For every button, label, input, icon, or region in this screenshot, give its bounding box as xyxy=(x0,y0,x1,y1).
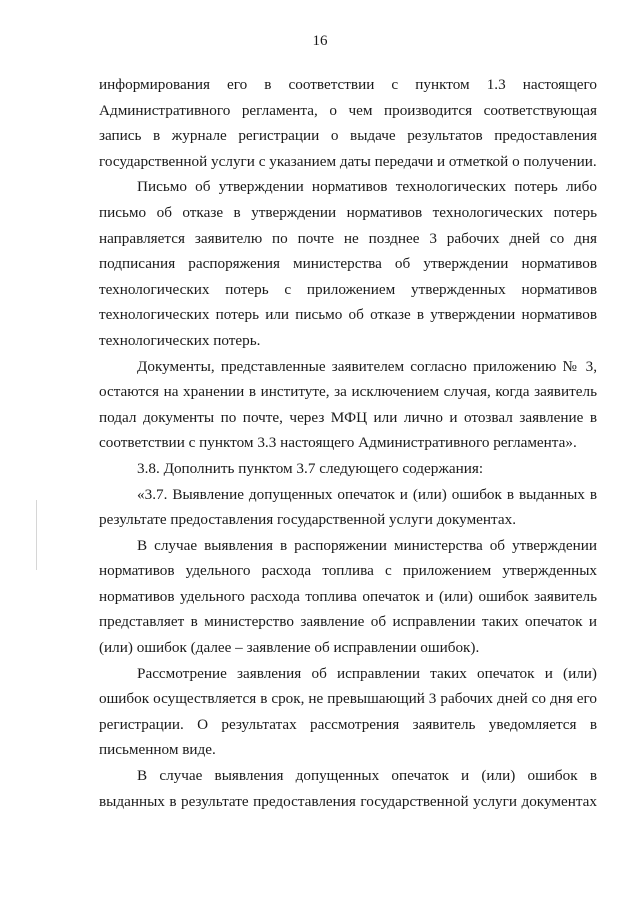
paragraph-letter-sending: Письмо об утверждении нормативов технологических потерь либо письмо об отказе в утверждении нормативов технологических потерь направляется заявителю по почте не позднее 3 рабочих дней со дня подписания распоряжения министерства об утверждении нормативов технологических потерь с приложением утвержденных нормативов технологических потерь или письмо об отказе в утверждении нормативов технологических потерь. xyxy=(99,178,597,349)
paragraph-continuation: информирования его в соответствии с пунктом 1.3 настоящего Административного регламента, о чем производится соответствующая запись в журнале регистрации о выдаче результатов предоставления государственной услуги с указанием даты передачи и отметкой о получении. xyxy=(99,76,597,170)
paragraph-documents-storage: Документы, представленные заявителем согласно приложению № 3, остаются на хранении в институте, за исключением случая, когда заявитель подал документы по почте, через МФЦ или лично и отозвал заявление в соответствии с пунктом 3.3 настоящего Административного регламента». xyxy=(99,357,597,452)
paragraph-error-correction: В случае выявления допущенных опечаток и (или) ошибок в выданных в результате предоставления государственной услуги документах xyxy=(99,767,597,810)
paragraph-amendment-3-8: 3.8. Дополнить пунктом 3.7 следующего содержания: xyxy=(137,459,484,477)
scan-margin-mark xyxy=(36,500,37,570)
page-number: 16 xyxy=(312,33,328,49)
paragraph-section-3-7-heading: «3.7. Выявление допущенных опечаток и (или) ошибок в выданных в результате предоставления государственной услуги документах. xyxy=(99,485,597,529)
paragraph-review-term: Рассмотрение заявления об исправлении таких опечаток и (или) ошибок осуществляется в срок, не превышающий 3 рабочих дней со дня его регистрации. О результатах рассмотрения заявитель уведомляется в письменном виде. xyxy=(99,664,597,759)
document-body xyxy=(99,72,597,814)
paragraph-error-detection: В случае выявления в распоряжении министерства об утверждении нормативов удельного расхода топлива с приложением утвержденных нормативов удельного расхода топлива опечаток и (или) ошибок заявитель представляет в министерство заявление об исправлении таких опечаток и (или) ошибок (далее – заявление об исправлении ошибок). xyxy=(99,536,597,657)
